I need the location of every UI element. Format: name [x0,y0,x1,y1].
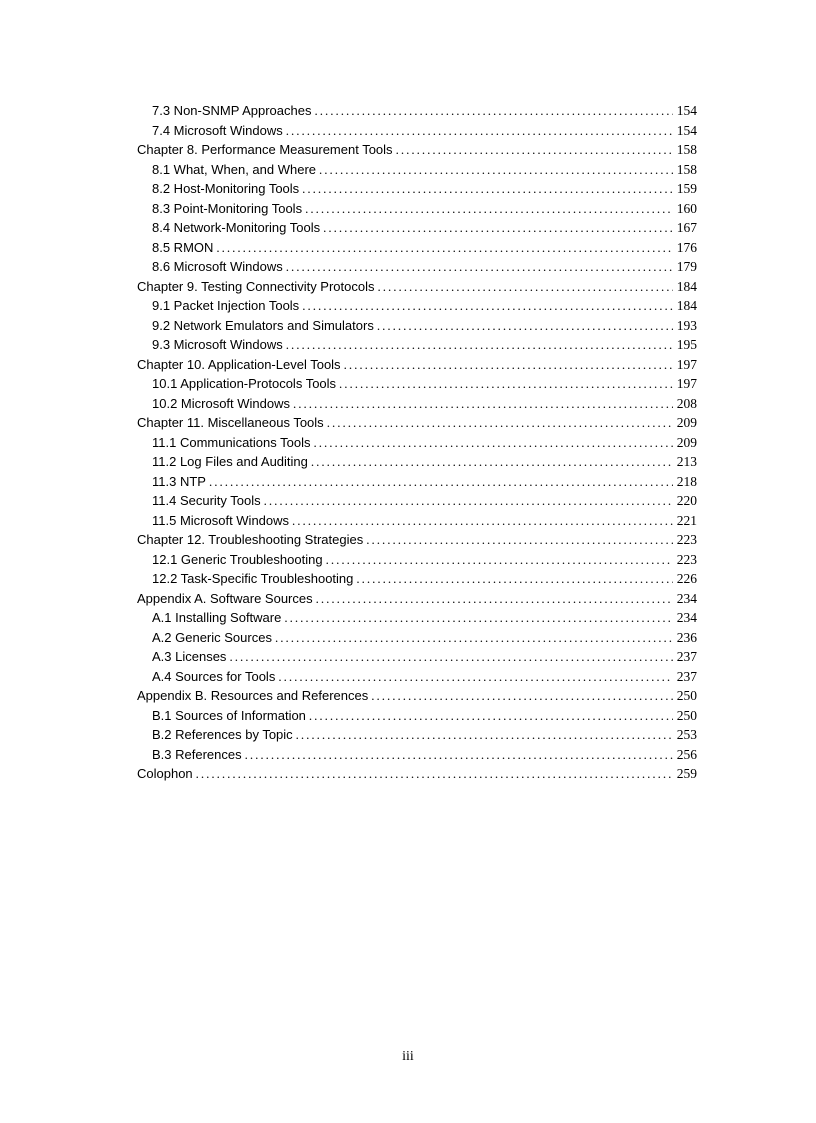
toc-entry-label: 10.1 Application-Protocols Tools [152,376,337,391]
toc-entry [137,257,697,277]
toc-entry [137,725,697,745]
dot-leader [286,335,673,355]
toc-entry [137,706,697,726]
dot-leader [327,413,673,433]
dot-leader [371,686,673,706]
dot-leader [196,764,673,784]
toc-entry-page: 176 [676,239,697,255]
toc-entry [137,238,697,258]
toc-entry-label: B.3 References [152,746,242,762]
toc-entry-page: 221 [676,512,697,528]
toc-entry-label: Chapter 12. Troubleshooting Strategies [137,532,364,547]
dot-leader [302,296,673,316]
toc-entry-page: 159 [676,181,697,196]
toc-entry-label: A.3 Licenses [152,649,227,664]
toc-entry [137,452,697,472]
toc-entry [137,764,697,784]
dot-leader [209,472,673,492]
toc-entry [137,335,697,355]
toc-entry-label: 8.2 Host-Monitoring Tools [152,181,300,196]
toc-entry [137,355,697,375]
page-number-footer: iii [402,1049,414,1064]
dot-leader [311,452,673,472]
dot-leader [292,511,673,531]
dot-leader [323,218,673,238]
toc-entry-page: 259 [676,766,697,781]
dot-leader [296,725,673,745]
dot-leader [314,101,672,121]
dot-leader [278,667,672,687]
toc-entry [137,374,697,394]
toc-entry [137,472,697,492]
toc-entry-label: 8.5 RMON [152,239,214,255]
toc-entry-page: 256 [676,746,697,762]
dot-leader [216,238,672,258]
dot-leader [378,277,673,297]
toc-entry-page: 197 [676,356,697,372]
dot-leader [326,550,673,570]
toc-entry-page: 253 [676,727,697,742]
toc-entry-label: 11.2 Log Files and Auditing [152,454,308,469]
toc-entry-page: 220 [676,493,697,508]
toc-entry-page: 250 [676,688,697,703]
dot-leader [316,589,673,609]
dot-leader [286,121,673,141]
toc-entry [137,394,697,414]
dot-leader [366,530,673,550]
toc-entry [137,121,697,141]
toc-entry-page: 154 [676,103,697,118]
toc-entry [137,433,697,453]
toc-entry-label: 10.2 Microsoft Windows [152,395,290,411]
toc-entry-label: 8.6 Microsoft Windows [152,259,283,274]
toc-entry-page: 237 [676,668,697,684]
toc-entry-label: Chapter 10. Application-Level Tools [137,356,341,372]
toc-entry-label: Chapter 11. Miscellaneous Tools [137,415,324,430]
toc-entry-page: 223 [676,532,697,547]
toc-entry-page: 154 [676,122,697,138]
toc-entry-label: A.2 Generic Sources [152,629,272,645]
toc-entry [137,686,697,706]
toc-entry-page: 195 [676,337,697,352]
toc-entry-label: 8.3 Point-Monitoring Tools [152,200,303,216]
toc-entry [137,511,697,531]
toc-entry-label: 7.3 Non-SNMP Approaches [152,103,312,118]
toc-entry-page: 160 [676,200,697,216]
toc-entry-page: 158 [676,161,697,177]
toc-entry-label: Appendix A. Software Sources [137,590,313,606]
toc-entry [137,296,697,316]
toc-entry-label: Appendix B. Resources and References [137,688,369,703]
toc-entry [137,199,697,219]
toc-entry [137,218,697,238]
toc-entry [137,491,697,511]
dot-leader [344,355,673,375]
toc-entry-label: 11.1 Communications Tools [152,434,311,450]
toc-entry-page: 234 [676,610,697,625]
toc-entry [137,608,697,628]
dot-leader [302,179,673,199]
table-of-contents [137,101,697,784]
toc-entry-page: 236 [676,629,697,645]
toc-entry-label: A.1 Installing Software [152,610,282,625]
toc-entry-label: Colophon [137,766,193,781]
toc-entry-label: 12.1 Generic Troubleshooting [152,551,323,567]
toc-entry-label: 11.5 Microsoft Windows [152,512,290,528]
toc-entry-page: 184 [676,298,697,313]
toc-entry-page: 223 [676,551,697,567]
toc-entry-label: B.2 References by Topic [152,727,293,742]
toc-entry-label: 11.4 Security Tools [152,493,261,508]
dot-leader [275,628,673,648]
dot-leader [314,433,673,453]
dot-leader [245,745,673,765]
toc-entry-label: 8.1 What, When, and Where [152,161,317,177]
toc-entry [137,569,697,589]
dot-leader [356,569,672,589]
toc-entry [137,745,697,765]
toc-entry [137,277,697,297]
toc-entry-page: 250 [676,707,697,723]
toc-entry-label: 11.3 NTP [152,473,206,489]
toc-entry-page: 158 [676,142,697,157]
toc-entry-label: 7.4 Microsoft Windows [152,122,283,138]
toc-entry [137,530,697,550]
toc-entry [137,628,697,648]
dot-leader [377,316,673,336]
toc-entry-label: 12.2 Task-Specific Troubleshooting [152,571,354,586]
toc-entry-page: 197 [676,376,697,391]
toc-entry-page: 184 [676,278,697,294]
dot-leader [229,647,672,667]
toc-entry-page: 209 [676,434,697,450]
dot-leader [396,140,673,160]
toc-entry-page: 237 [676,649,697,664]
toc-entry-page: 218 [676,473,697,489]
toc-entry-label: 9.1 Packet Injection Tools [152,298,300,313]
dot-leader [284,608,672,628]
toc-entry-page: 209 [676,415,697,430]
toc-entry [137,589,697,609]
toc-entry-label: 9.2 Network Emulators and Simulators [152,317,374,333]
toc-entry-page: 213 [676,454,697,469]
toc-entry-label: 9.3 Microsoft Windows [152,337,283,352]
dot-leader [264,491,673,511]
dot-leader [309,706,673,726]
toc-entry [137,550,697,570]
toc-entry-label: Chapter 8. Performance Measurement Tools [137,142,393,157]
toc-entry [137,140,697,160]
toc-entry [137,413,697,433]
toc-entry-label: 8.4 Network-Monitoring Tools [152,220,321,235]
dot-leader [286,257,673,277]
toc-entry-label: A.4 Sources for Tools [152,668,276,684]
toc-entry-label: Chapter 9. Testing Connectivity Protocols [137,278,375,294]
toc-entry-page: 226 [676,571,697,586]
toc-entry [137,179,697,199]
toc-entry [137,160,697,180]
toc-entry-page: 234 [676,590,697,606]
dot-leader [339,374,673,394]
toc-entry-page: 167 [676,220,697,235]
toc-entry-page: 179 [676,259,697,274]
toc-entry-label: B.1 Sources of Information [152,707,306,723]
dot-leader [293,394,673,414]
dot-leader [305,199,673,219]
toc-entry [137,647,697,667]
dot-leader [319,160,673,180]
toc-entry [137,316,697,336]
toc-entry [137,101,697,121]
toc-entry [137,667,697,687]
toc-entry-page: 193 [676,317,697,333]
toc-entry-page: 208 [676,395,697,411]
